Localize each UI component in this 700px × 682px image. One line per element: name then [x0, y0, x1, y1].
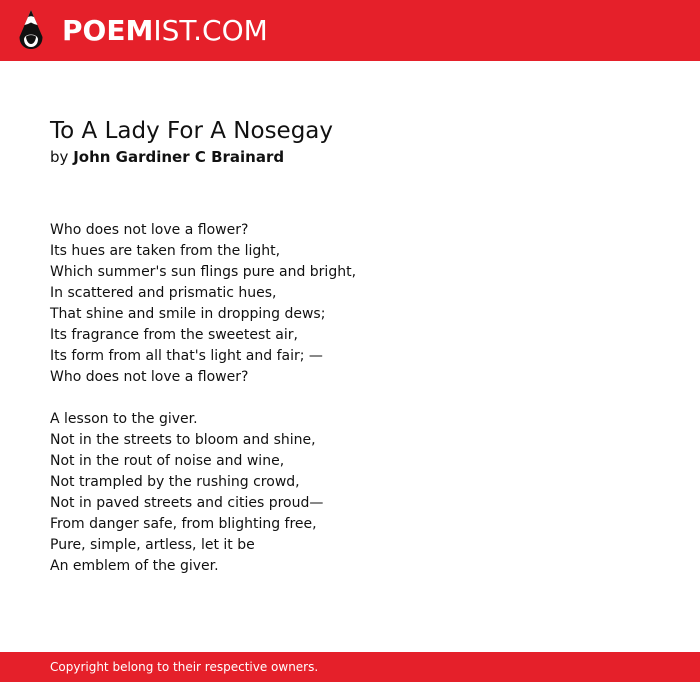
by-label: by [50, 148, 69, 166]
site-footer [0, 652, 700, 682]
site-logo-link[interactable] [18, 9, 268, 51]
poem-title: To A Lady For A Nosegay [50, 118, 334, 144]
poem-content [50, 117, 670, 598]
poem-line: That shine and smile in dropping dews; [50, 306, 326, 322]
poem-stanza-1 [50, 220, 670, 388]
poem-line: Which summer's sun flings pure and bright, [50, 264, 357, 280]
poem-line: Pure, simple, artless, let it be [50, 537, 255, 553]
poem-line: Its form from all that's light and fair; — [50, 348, 323, 364]
pencil-logo-icon [18, 9, 44, 51]
poem-byline [50, 147, 670, 168]
poem-line: In scattered and prismatic hues, [50, 285, 277, 301]
copyright-text: Copyright belong to their respective owners. [50, 660, 319, 674]
poem-stanza-2 [50, 409, 670, 577]
poem-line: Not trampled by the rushing crowd, [50, 474, 300, 490]
poem-line: Not in paved streets and cities proud— [50, 495, 324, 511]
poem-line: A lesson to the giver. [50, 411, 198, 427]
site-header [0, 0, 700, 61]
site-logo-text [62, 13, 268, 47]
poem-line: Who does not love a flower? [50, 369, 249, 385]
poem-line: From danger safe, from blighting free, [50, 516, 317, 532]
author-name: John Gardiner C Brainard [73, 148, 285, 166]
poem-body [50, 220, 670, 577]
site-logo-strong: POEM [62, 13, 154, 47]
poem-line: Not in the streets to bloom and shine, [50, 432, 316, 448]
poem-line: Not in the rout of noise and wine, [50, 453, 285, 469]
poem-line: An emblem of the giver. [50, 558, 219, 574]
poem-line: Who does not love a flower? [50, 222, 249, 238]
poem-line: Its hues are taken from the light, [50, 243, 281, 259]
poem-line: Its fragrance from the sweetest air, [50, 327, 298, 343]
site-logo-light: IST.COM [153, 13, 268, 47]
